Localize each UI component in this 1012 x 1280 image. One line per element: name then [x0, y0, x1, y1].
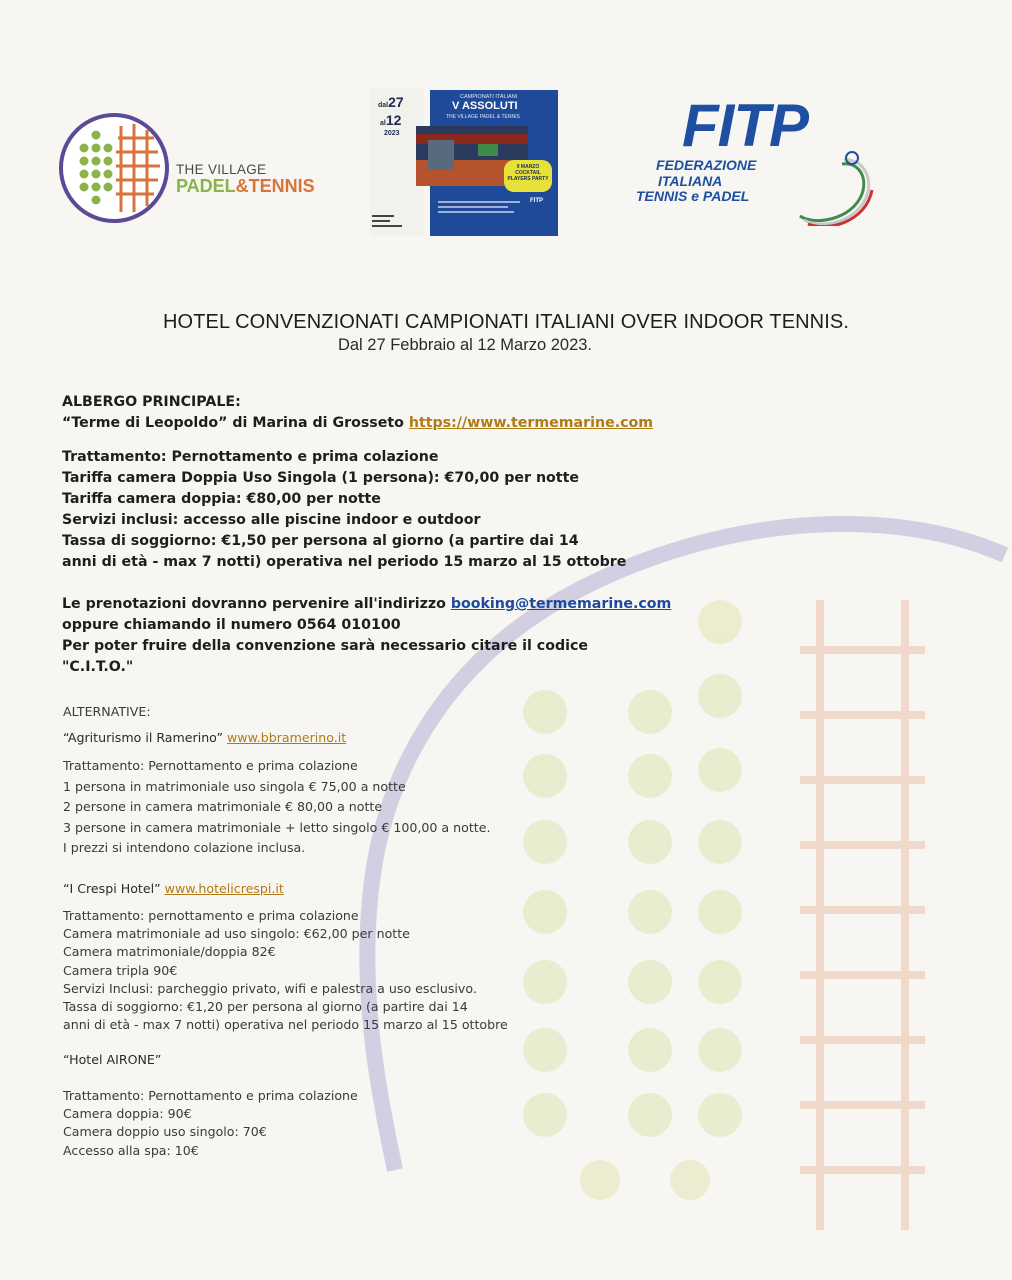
- alternative-heading: ALTERNATIVE:: [63, 704, 151, 719]
- event-poster: [370, 88, 558, 236]
- principale-detail: Trattamento: Pernottamento e prima colazione: [62, 449, 439, 465]
- alt-hotel-title: [63, 1050, 161, 1070]
- poster-contact: [370, 212, 426, 234]
- principale-heading: ALBERGO PRINCIPALE:: [62, 394, 241, 410]
- alt-hotel-details: [63, 756, 490, 859]
- alt-hotel-line: 2 persone in camera matrimoniale € 80,00 a notte: [63, 799, 383, 815]
- village-name-line2: [176, 176, 315, 197]
- alt-hotel-title: [63, 879, 284, 899]
- alt-hotel-line: Trattamento: Pernottamento e prima colazione: [63, 1088, 358, 1103]
- alt-hotel-line: Trattamento: Pernottamento e prima colazione: [63, 758, 358, 773]
- poster-body-text: [438, 198, 520, 216]
- alt-hotel-website-link[interactable]: www.hotelicrespi.it: [164, 881, 284, 896]
- principale-hotel-line: [62, 413, 653, 434]
- principale-section: [62, 392, 653, 434]
- principale-booking: [62, 594, 671, 678]
- principale-detail: Tassa di soggiorno: €1,50 per persona al giorno (a partire dai 14: [62, 533, 579, 549]
- principale-detail: anni di età - max 7 notti) operativa nel periodo 15 marzo al 15 ottobre: [62, 554, 627, 570]
- village-name-line1: THE VILLAGE: [176, 162, 267, 177]
- booking-phone: oppure chiamando il numero 0564 010100: [62, 617, 401, 633]
- alt-hotel-details: [63, 1087, 358, 1160]
- principale-detail: Servizi inclusi: accesso alle piscine indoor e outdoor: [62, 512, 481, 528]
- alt-hotel-line: anni di età - max 7 notti) operativa nel periodo 15 marzo al 15 ottobre: [63, 1017, 508, 1033]
- booking-line: [62, 594, 671, 615]
- principale-details: [62, 447, 626, 573]
- booking-email-link[interactable]: booking@termemarine.com: [450, 596, 672, 612]
- alt-hotel-line: Camera matrimoniale/doppia 82€: [63, 944, 276, 960]
- fitp-swoosh-icon: [794, 144, 874, 226]
- principale-detail: Tariffa camera Doppia Uso Singola (1 persona): €70,00 per notte: [62, 470, 579, 486]
- principale-website-link[interactable]: https://www.termemarine.com: [408, 415, 654, 431]
- alt-hotel-line: Camera tripla 90€: [63, 962, 178, 978]
- page-title: HOTEL CONVENZIONATI CAMPIONATI ITALIANI OVER INDOOR TENNIS.: [163, 311, 849, 333]
- poster-date-1: dal27: [378, 94, 404, 110]
- poster-year: 2023: [384, 130, 400, 137]
- village-logo: [58, 112, 348, 224]
- alt-hotel-name: “Hotel AIRONE”: [63, 1052, 162, 1067]
- poster-date-2: al12: [380, 112, 402, 128]
- alt-hotel-line: Camera matrimoniale ad uso singolo: €62,00 per notte: [63, 926, 410, 942]
- principale-hotel-name: “Terme di Leopoldo” di Marina di Grosseto: [62, 415, 404, 431]
- alt-hotel-line: I prezzi si intendono colazione inclusa.: [63, 840, 306, 856]
- alt-hotel-details: [63, 907, 508, 1034]
- alt-hotel-line: Tassa di soggiorno: €1,20 per persona al giorno (a partire dai 14: [63, 999, 468, 1015]
- alt-hotel-line: Servizi Inclusi: parcheggio privato, wifi e palestra a uso esclusivo.: [63, 980, 477, 996]
- fitp-wordmark: FITP: [682, 92, 808, 159]
- poster-badge: 9 MARZO COCKTAIL PLAYERS PARTY: [504, 160, 552, 192]
- alt-hotel-line: Camera doppia: 90€: [63, 1106, 192, 1122]
- booking-note: Per poter fruire della convenzione sarà necessario citare il codice: [62, 638, 589, 654]
- alt-hotel-name: “Agriturismo il Ramerino”: [63, 730, 223, 745]
- poster-footer: FITP: [530, 198, 543, 204]
- alt-hotel-title: [63, 728, 346, 748]
- fitp-full-name: FEDERAZIONE ITALIANA TENNIS e PADEL: [636, 157, 757, 204]
- booking-prefix: Le prenotazioni dovranno pervenire all'indirizzo: [62, 596, 446, 612]
- poster-headline-small: CAMPIONATI ITALIANI: [460, 94, 518, 100]
- alt-hotel-line: Camera doppio uso singolo: 70€: [63, 1124, 267, 1140]
- fitp-logo: [634, 92, 874, 226]
- alt-hotel-line: 3 persone in camera matrimoniale + letto singolo € 100,00 a notte.: [63, 819, 491, 835]
- poster-panel: [430, 90, 558, 236]
- alt-hotel-name: “I Crespi Hotel”: [63, 881, 161, 896]
- principale-detail: Tariffa camera doppia: €80,00 per notte: [62, 491, 381, 507]
- alt-hotel-line: 1 persona in matrimoniale uso singola € 75,00 a notte: [63, 778, 406, 794]
- alt-hotel-line: Accesso alla spa: 10€: [63, 1142, 199, 1158]
- page-subtitle: Dal 27 Febbraio al 12 Marzo 2023.: [337, 336, 593, 354]
- alt-hotel-line: Trattamento: pernottamento e prima colazione: [63, 908, 359, 923]
- poster-headline-big: V ASSOLUTI: [452, 100, 518, 112]
- booking-code: "C.I.T.O.": [62, 659, 134, 675]
- village-tennis-text: &TENNIS: [235, 176, 315, 196]
- poster-subline: THE VILLAGE PADEL & TENNIS: [446, 114, 520, 120]
- alt-hotel-website-link[interactable]: www.bbramerino.it: [226, 730, 347, 745]
- village-padel-text: PADEL: [176, 176, 236, 196]
